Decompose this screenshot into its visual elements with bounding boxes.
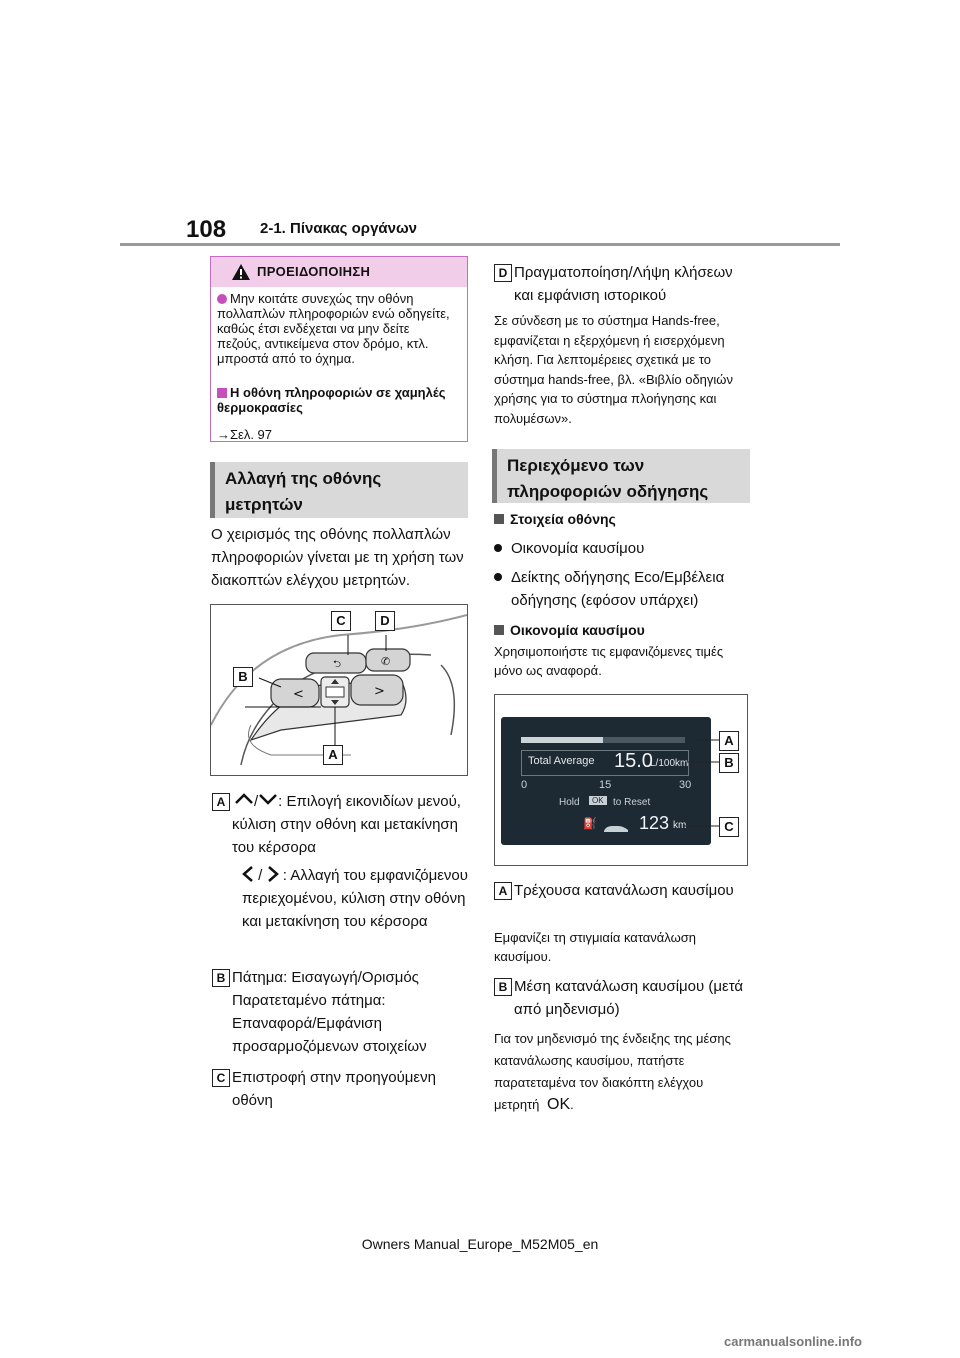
watermark: carmanualsonline.info [724, 1334, 862, 1349]
list-title-text: Στοιχεία οθόνης [510, 511, 616, 527]
list-item [494, 566, 756, 612]
square-bullet-icon [494, 514, 504, 524]
econ-title-text: Οικονομία καυσίμου [510, 622, 645, 638]
average-unit: L/100km [650, 758, 689, 769]
item-a-second [232, 864, 472, 933]
callout-c: C [331, 611, 351, 631]
item-a-description: : Επιλογή εικονιδίων μενού, κύλιση στην οθόνη και μετακίνηση του κέρσορα [232, 793, 461, 856]
warning-triangle-icon [231, 263, 251, 281]
warning-title: ΠΡΟΕΙΔΟΠΟΙΗΣΗ [257, 264, 371, 279]
item-rb-text: Μέση κατανάλωση καυσίμου (μετά από μηδενισμό) [514, 978, 744, 1018]
display-callout-b: B [719, 753, 739, 773]
label-a: A [212, 793, 230, 811]
warning-box [210, 256, 468, 442]
header-rule [120, 243, 840, 246]
page-number: 108 [186, 216, 227, 243]
svg-text:>: > [374, 684, 385, 699]
warning-bullet-text: Μην κοιτάτε συνεχώς την οθόνη πολλαπλών πληροφοριών ενώ οδηγείτε, καθώς έτσι ενδέχεται να μην δείτε πεζούς, αντικείμενα στον δρόμο, κτλ. μπροστά από το όχημα. [217, 291, 450, 366]
total-average-label: Total Average [528, 755, 595, 767]
scale-mid: 15 [599, 779, 612, 791]
fuel-display-illustration [494, 694, 748, 866]
range-value: 123 [639, 813, 670, 833]
display-items-list [494, 509, 756, 640]
steering-switch-illustration [210, 604, 468, 776]
slash: / [254, 793, 259, 810]
section-title: 2-1. Πίνακας οργάνων [260, 220, 417, 237]
svg-text:⮌: ⮌ [333, 659, 342, 670]
bullet-dot-icon [494, 544, 502, 552]
callout-a: A [323, 745, 343, 765]
slash-2: / [258, 867, 263, 884]
heading-change-meter-display: Αλλαγή της οθόνης μετρητών [210, 462, 468, 518]
item-a-text [232, 790, 472, 859]
scale-min: 0 [521, 779, 528, 791]
intro-paragraph: Ο χειρισμός της οθόνης πολλαπλών πληροφοριών γίνεται με τη χρήση των διακοπτών ελέγχου μετρητών. [211, 526, 464, 589]
list-item [494, 537, 756, 560]
label-c: C [212, 1069, 230, 1087]
chevron-down-icon [258, 793, 278, 805]
svg-text:✆: ✆ [381, 655, 391, 668]
ok-label: OK [547, 1096, 571, 1113]
item-ra-note: Εμφανίζει τη στιγμιαία κατανάλωση καυσίμου. [494, 930, 697, 964]
bullet-dot-icon [494, 573, 502, 581]
econ-note: Χρησιμοποιήστε τις εμφανιζόμενες τιμές μόνο ως αναφορά. [494, 644, 724, 678]
callout-b: B [233, 667, 253, 687]
display-callout-c: C [719, 817, 739, 837]
label-b: B [494, 978, 512, 996]
hold-label: Hold [559, 797, 580, 808]
warning-ref: →Σελ. 97 [217, 427, 273, 442]
item-a2-description: : Αλλαγή του εμφανιζόμενου περιεχομένου, κύλιση στην οθόνη και μετακίνηση του κέρσορα [242, 867, 468, 930]
warning-bullet [217, 291, 457, 366]
chevron-left-icon [242, 865, 254, 883]
list-title [494, 509, 756, 529]
warning-subheading [217, 385, 457, 415]
note-period: . [570, 1097, 574, 1112]
range-unit: km [673, 820, 687, 831]
item-d-text: Πραγματοποίηση/Λήψη κλήσεων και εμφάνιση ιστορικού [514, 264, 733, 304]
square-bullet-icon [217, 388, 227, 398]
bullet-dot-icon [217, 294, 227, 304]
average-value: 15.0 [614, 750, 653, 772]
item-rb-note [494, 1028, 748, 1116]
warning-subheading-text: Η οθόνη πληροφοριών σε χαμηλές θερμοκρασίες [217, 385, 446, 415]
footer-text: Owners Manual_Europe_M52M05_en [361, 1236, 599, 1252]
item-rb-note-text: Για τον μηδενισμό της ένδειξης της μέσης κατανάλωσης καυσίμου, πατήστε παρατεταμένα τον διακόπτη ελέγχου μετρητή [494, 1031, 731, 1112]
heading-driving-info-content: Περιεχόμενο των πληροφοριών οδήγησης [492, 449, 750, 503]
econ-title [494, 620, 756, 640]
svg-text:<: < [293, 687, 304, 702]
fuel-pump-icon: ⛽ [583, 818, 597, 830]
to-reset-label: to Reset [613, 797, 651, 808]
item-ra-text: Τρέχουσα κατανάλωση καυσίμου [514, 882, 734, 899]
chevron-up-icon [234, 793, 254, 805]
item-a2-text [232, 864, 472, 933]
list-item-text: Δείκτης οδήγησης Eco/Εμβέλεια οδήγησης (εφόσον υπάρχει) [511, 569, 725, 609]
item-c-text: Επιστροφή στην προηγούμενη οθόνη [232, 1069, 436, 1109]
item-d-note: Σε σύνδεση με το σύστημα Hands-free, εμφανίζεται η εξερχόμενη ή εισερχόμενη κλήση. Για λεπτομέρειες σχετικά με το σύστημα hands-free, βλ. «Βιβλίο οδηγιών χρήσης για το σύστημα πλοήγησης και πολυμέσων». [494, 313, 733, 426]
ok-badge: OK [589, 796, 607, 805]
display-callout-a: A [719, 731, 739, 751]
callout-d: D [375, 611, 395, 631]
callout-lines [495, 695, 748, 866]
label-a: A [494, 882, 512, 900]
warning-header [211, 257, 467, 287]
label-d: D [494, 264, 512, 282]
list-item-text: Οικονομία καυσίμου [511, 540, 645, 557]
chevron-right-icon [267, 865, 279, 883]
label-b: B [212, 969, 230, 987]
scale-max: 30 [679, 779, 692, 791]
item-b-text: Πάτημα: Εισαγωγή/Ορισμός Παρατεταμένο πάτημα: Επαναφορά/Εμφάνιση προσαρμοζόμενων στοιχείων [232, 969, 427, 1055]
square-bullet-icon [494, 625, 504, 635]
